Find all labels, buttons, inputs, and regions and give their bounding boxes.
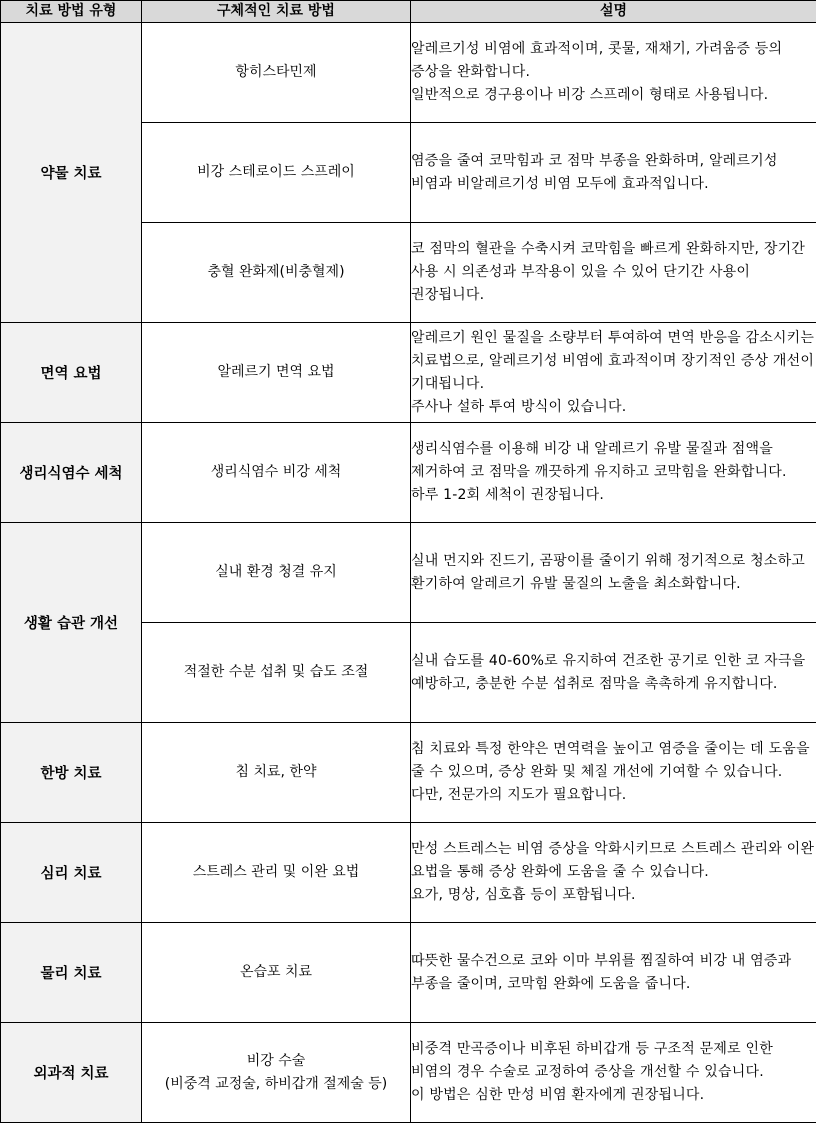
method-cell: 온습포 치료 [142, 923, 411, 1023]
description-cell [411, 623, 816, 723]
method-cell: 항히스타민제 [142, 23, 411, 123]
description-line: 주사나 설하 투여 방식이 있습니다. [411, 398, 627, 415]
description-line: 실내 먼지와 진드기, 곰팡이를 줄이기 위해 정기적으로 청소하고 환기하여 알레르기 유발 물질의 노출을 최소화합니다. [411, 552, 806, 592]
description-line: 염증을 줄여 코막힘과 코 점막 부종을 완화하며, 알레르기성 비염과 비알레르기성 비염 모두에 효과적입니다. [411, 152, 778, 192]
type-cell: 생리식염수 세척 [1, 423, 142, 523]
type-cell: 면역 요법 [1, 323, 142, 423]
description-line: 하루 1-2회 세척이 권장됩니다. [411, 487, 605, 503]
header-specific-method: 구체적인 치료 방법 [142, 1, 411, 23]
description-line: 실내 습도를 40-60%로 유지하여 건조한 공기로 인한 코 자극을 예방하고, 충분한 수분 섭취로 점막을 촉촉하게 유지합니다. [411, 652, 806, 692]
description-cell [411, 23, 816, 123]
type-cell: 심리 치료 [1, 823, 142, 923]
description-line: 따뜻한 물수건으로 코와 이마 부위를 찜질하여 비강 내 염증과 부종을 줄이며, 코막힘 완화에 도움을 줍니다. [411, 952, 792, 992]
description-cell [411, 523, 816, 623]
method-cell: 알레르기 면역 요법 [142, 323, 411, 423]
table-row [1, 923, 816, 1023]
description-cell [411, 223, 816, 323]
method-main: 비강 수술 [246, 1052, 306, 1069]
description-line: 비중격 만곡증이나 비후된 하비갑개 등 구조적 문제로 인한 비염의 경우 수술로 교정하여 증상을 개선할 수 있습니다. [411, 1041, 773, 1080]
description-line: 알레르기 원인 물질을 소량부터 투여하여 면역 반응을 감소시키는 치료법으로, 알레르기성 비염에 효과적이며 장기적인 증상 개선이 기대됩니다. [411, 329, 815, 392]
method-cell: 충혈 완화제(비충혈제) [142, 223, 411, 323]
description-line: 만성 스트레스는 비염 증상을 악화시키므로 스트레스 관리와 이완 요법을 통해 증상 완화에 도움을 줄 수 있습니다. [411, 841, 815, 880]
description-line: 요가, 명상, 심호흡 등이 포함됩니다. [411, 887, 636, 903]
description-cell [411, 323, 816, 423]
method-cell: 생리식염수 비강 세척 [142, 423, 411, 523]
description-cell [411, 1023, 816, 1123]
method-cell: 비강 스테로이드 스프레이 [142, 123, 411, 223]
table-row [1, 423, 816, 523]
method-cell [142, 1023, 411, 1123]
description-line: 이 방법은 심한 만성 비염 환자에게 권장됩니다. [411, 1087, 705, 1103]
table-row [1, 23, 816, 123]
description-cell [411, 423, 816, 523]
method-cell: 스트레스 관리 및 이완 요법 [142, 823, 411, 923]
header-row [1, 1, 816, 23]
method-sub: (비중격 교정술, 하비갑개 절제술 등) [164, 1075, 388, 1092]
description-line: 다만, 전문가의 지도가 필요합니다. [411, 787, 627, 803]
type-cell: 약물 치료 [1, 23, 142, 323]
method-cell: 적절한 수분 섭취 및 습도 조절 [142, 623, 411, 723]
description-line: 침 치료와 특정 한약은 면역력을 높이고 염증을 줄이는 데 도움을 줄 수 있으며, 증상 완화 및 체질 개선에 기여할 수 있습니다. [411, 741, 810, 780]
description-line: 일반적으로 경구용이나 비강 스프레이 형태로 사용됩니다. [411, 87, 769, 103]
table-row [1, 823, 816, 923]
description-cell [411, 723, 816, 823]
type-cell: 생활 습관 개선 [1, 523, 142, 723]
description-cell [411, 123, 816, 223]
method-cell: 실내 환경 청결 유지 [142, 523, 411, 623]
description-line: 코 점막의 혈관을 수축시켜 코막힘을 빠르게 완화하지만, 장기간 사용 시 의존성과 부작용이 있을 수 있어 단기간 사용이 권장됩니다. [411, 241, 806, 303]
header-description: 설명 [411, 1, 816, 23]
type-cell: 한방 치료 [1, 723, 142, 823]
description-line: 알레르기성 비염에 효과적이며, 콧물, 재채기, 가려움증 등의 증상을 완화합니다. [411, 41, 783, 80]
header-treatment-type: 치료 방법 유형 [1, 1, 142, 23]
type-cell: 외과적 치료 [1, 1023, 142, 1123]
method-cell: 침 치료, 한약 [142, 723, 411, 823]
table-row [1, 723, 816, 823]
description-cell [411, 823, 816, 923]
table-row [1, 323, 816, 423]
description-cell [411, 923, 816, 1023]
type-cell: 물리 치료 [1, 923, 142, 1023]
description-line: 생리식염수를 이용해 비강 내 알레르기 유발 물질과 점액을 제거하여 코 점막을 깨끗하게 유지하고 코막힘을 완화합니다. [411, 441, 787, 480]
table-row [1, 523, 816, 623]
table-row [1, 1023, 816, 1123]
